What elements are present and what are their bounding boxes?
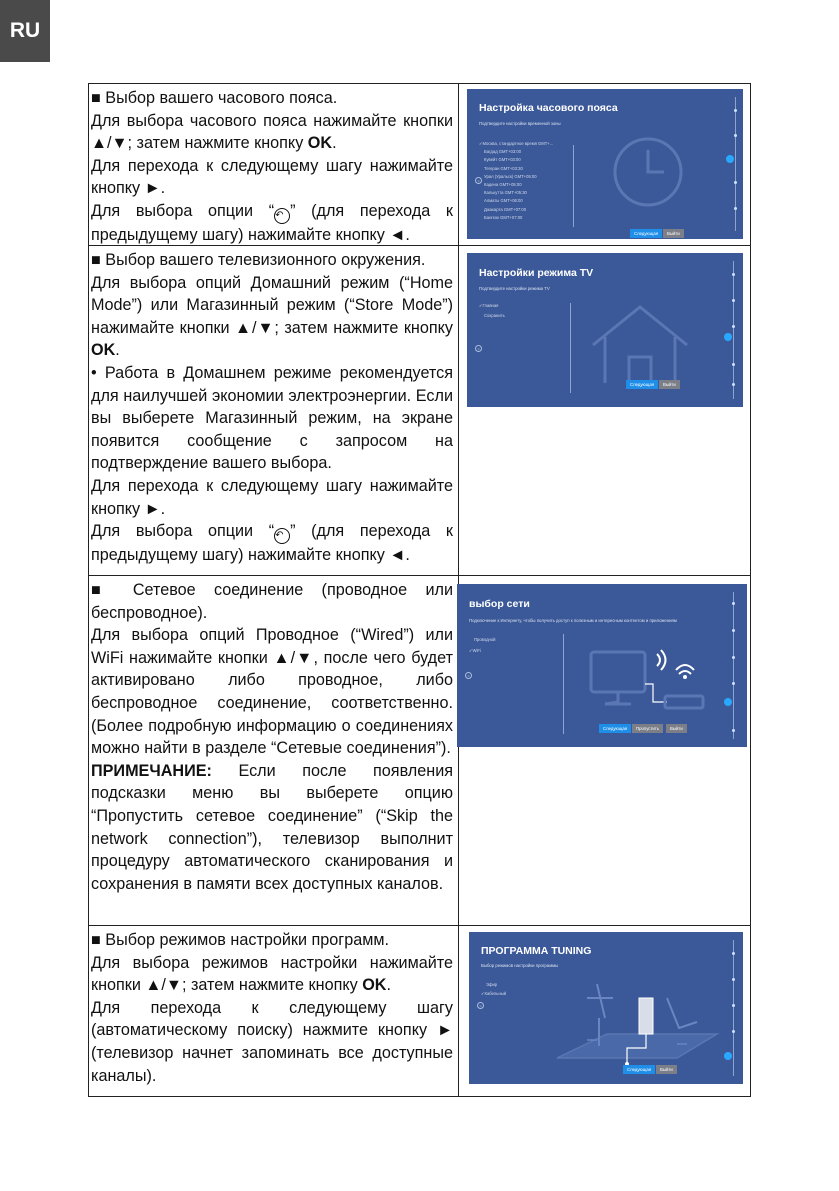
paragraph: Для перехода к следующему шагу (автоматическому поиску) нажмите кнопку ► (телевизор начнет запоминать все доступные каналы). (91, 998, 453, 1085)
tv-screen-timezone (467, 89, 743, 239)
tv-screen-tv-mode (467, 253, 743, 407)
current-step-marker (726, 155, 734, 163)
step-dot (734, 109, 737, 112)
exit-button[interactable]: Выйти (659, 380, 680, 389)
exit-button[interactable]: Выйти (666, 724, 687, 733)
screen-title: ПРОГРАММА TUNING (481, 945, 592, 957)
paragraph: Для выбора опций Домашний режим (“Home Mode”) или Магазинный режим (“Store Mode”) нажимайте кнопки ▲/▼; затем нажмите кнопку OK. (91, 273, 453, 360)
back-icon: ↶ (274, 528, 290, 544)
next-button[interactable]: Следующая (623, 1065, 655, 1074)
step-dot (732, 682, 735, 685)
progress-track (733, 940, 734, 1076)
row-text (91, 579, 453, 895)
step-dot (732, 952, 735, 955)
table-row (89, 245, 750, 575)
screen-subtitle: Подключение к Интернету, чтобы получить доступ к полезным и интересным контентом и приложениям (469, 618, 677, 623)
next-button[interactable]: Следующая (630, 229, 662, 238)
current-step-marker (724, 333, 732, 341)
left-arrow-icon: < (465, 672, 472, 679)
screen-list-item[interactable]: Сохранить (484, 313, 505, 318)
screen-subtitle: Подтвердите настройки режима TV (479, 286, 550, 291)
step-dot (732, 325, 735, 328)
exit-button[interactable]: Выйти (663, 229, 684, 238)
step-dot (732, 299, 735, 302)
step-dot (732, 656, 735, 659)
screen-list-item[interactable]: Калькутта GMT+05:30 (484, 190, 527, 196)
screen-list-item[interactable]: Тегеран GMT+03:30 (484, 165, 523, 171)
antenna-cable-illustration-icon (547, 978, 727, 1068)
paragraph: Для перехода к следующему шагу нажимайте кнопку ►. (91, 476, 453, 518)
screen-list-item[interactable]: Джакарта GMT+07:00 (484, 206, 527, 212)
step-dot (732, 363, 735, 366)
language-badge: RU (0, 0, 50, 62)
screen-subtitle: Подтвердите настройки временной зоны (479, 121, 561, 126)
current-step-marker (724, 1052, 732, 1060)
note-label: ПРИМЕЧАНИЕ: (91, 761, 239, 780)
table-row (89, 84, 750, 245)
paragraph: ■ Выбор режимов настройки программ. (91, 931, 389, 949)
exit-button[interactable]: Выйти (656, 1065, 677, 1074)
ok-key-label: OK (307, 134, 333, 153)
left-arrow-icon: < (477, 1002, 484, 1009)
step-dot (732, 629, 735, 632)
paragraph: Для выбора режимов настройки нажимайте кнопки ▲/▼; затем нажмите кнопку OK. (91, 953, 453, 995)
paragraph: Для перехода к следующему шагу нажимайте кнопку ►. (91, 156, 453, 198)
screen-list-item[interactable]: ✓ Главная (479, 303, 498, 308)
step-dot (734, 207, 737, 210)
house-icon (585, 303, 695, 383)
ok-key-label: OK (91, 341, 116, 360)
instruction-table (88, 83, 751, 1097)
step-dot (732, 1030, 735, 1033)
progress-track (733, 261, 734, 399)
paragraph: Для выбора опции “↶ ” (для перехода к предыдущему шагу) нажимайте кнопку ◄. (91, 201, 453, 244)
list-scrollbar (573, 145, 574, 227)
screen-list-item[interactable]: Багдад GMT+03:00 (484, 149, 522, 155)
screen-list-item[interactable]: Бангкок GMT+07:00 (484, 214, 523, 220)
screen-list-item[interactable]: Алматы GMT+06:00 (484, 198, 523, 204)
step-dot (732, 602, 735, 605)
step-dot (732, 383, 735, 386)
ok-key-label: OK (362, 976, 387, 995)
current-step-marker (724, 698, 732, 706)
paragraph: ■ Выбор вашего телевизионного окружения. (91, 251, 426, 269)
progress-track (733, 592, 734, 739)
paragraph: • Работа в Домашнем режиме рекомендуется для наилучшей экономии электроэнергии. Если вы выберете Магазинный режим, на экране появится сообщение с запросом на подтверждение вашего выбора. (91, 363, 453, 473)
tv-screen-network (457, 584, 747, 747)
step-dot (732, 273, 735, 276)
screen-list-item[interactable]: ✓ Москва, стандартное время GMT+... (479, 141, 553, 146)
paragraph: ■ Выбор вашего часового пояса. (91, 89, 338, 107)
next-button[interactable]: Следующая (626, 380, 658, 389)
step-dot (734, 134, 737, 137)
paragraph: ■ Сетевое соединение (проводное или беспроводное). (91, 581, 453, 622)
left-arrow-icon: < (475, 177, 482, 184)
table-row (89, 575, 750, 925)
back-icon: ↶ (274, 208, 290, 224)
step-dot (734, 181, 737, 184)
screen-list-item[interactable]: ✓ Кабельный (481, 991, 506, 996)
skip-button[interactable]: Пропустить (632, 724, 663, 733)
paragraph: Для выбора опции “↶ ” (для перехода к предыдущему шагу) нажимайте кнопку ◄. (91, 522, 453, 565)
paragraph: Для выбора часового пояса нажимайте кнопки ▲/▼; затем нажмите кнопку OK. (91, 111, 453, 153)
list-scrollbar (563, 634, 564, 734)
screen-title: Настройка часового пояса (479, 102, 618, 114)
left-arrow-icon: < (475, 345, 482, 352)
screen-subtitle: Выбор режимов настройки программы (481, 963, 559, 968)
step-dot (732, 978, 735, 981)
screen-title: выбор сети (469, 598, 530, 610)
tv-screen-tuning (469, 932, 743, 1084)
screen-list-item[interactable]: Проводной (474, 637, 496, 642)
progress-track (735, 97, 736, 231)
step-dot (732, 1004, 735, 1007)
next-button[interactable]: Следующая (599, 724, 631, 733)
screen-list-item[interactable]: Эфир (486, 982, 498, 987)
table-row (89, 925, 750, 1098)
screen-list-item[interactable]: Урал (Уральск) GMT+05:00 (484, 173, 537, 179)
row-text (91, 929, 453, 1087)
row-text (91, 249, 453, 567)
paragraph: ПРИМЕЧАНИЕ: Если после появления подсказки меню вы выберете опцию “Пропустить сетевое соединение” (“Skip the network connection”), телевизор выполнит процедуру автоматического сканирования и сохранения в памяти всех доступных каналов. (91, 761, 454, 893)
screen-list-item[interactable]: Кадена GMT+05:00 (484, 182, 522, 187)
screen-list-item[interactable]: ✓ WiFi (469, 648, 481, 653)
list-scrollbar (570, 303, 571, 393)
paragraph: Для выбора опций Проводное (“Wired”) или WiFi нажимайте кнопки ▲/▼, после чего будет активировано либо проводное, либо беспроводное соединение, соответственно. (Более подробную информацию о соединениях можно найти в разделе “Сетевые соединения”). (91, 626, 453, 758)
screen-list-item[interactable]: Кувейт GMT+03:00 (484, 157, 521, 163)
step-dot (732, 729, 735, 732)
network-illustration-icon (587, 644, 707, 714)
row-text (91, 87, 453, 247)
screen-title: Настройки режима TV (479, 267, 594, 279)
clock-icon (610, 134, 686, 210)
